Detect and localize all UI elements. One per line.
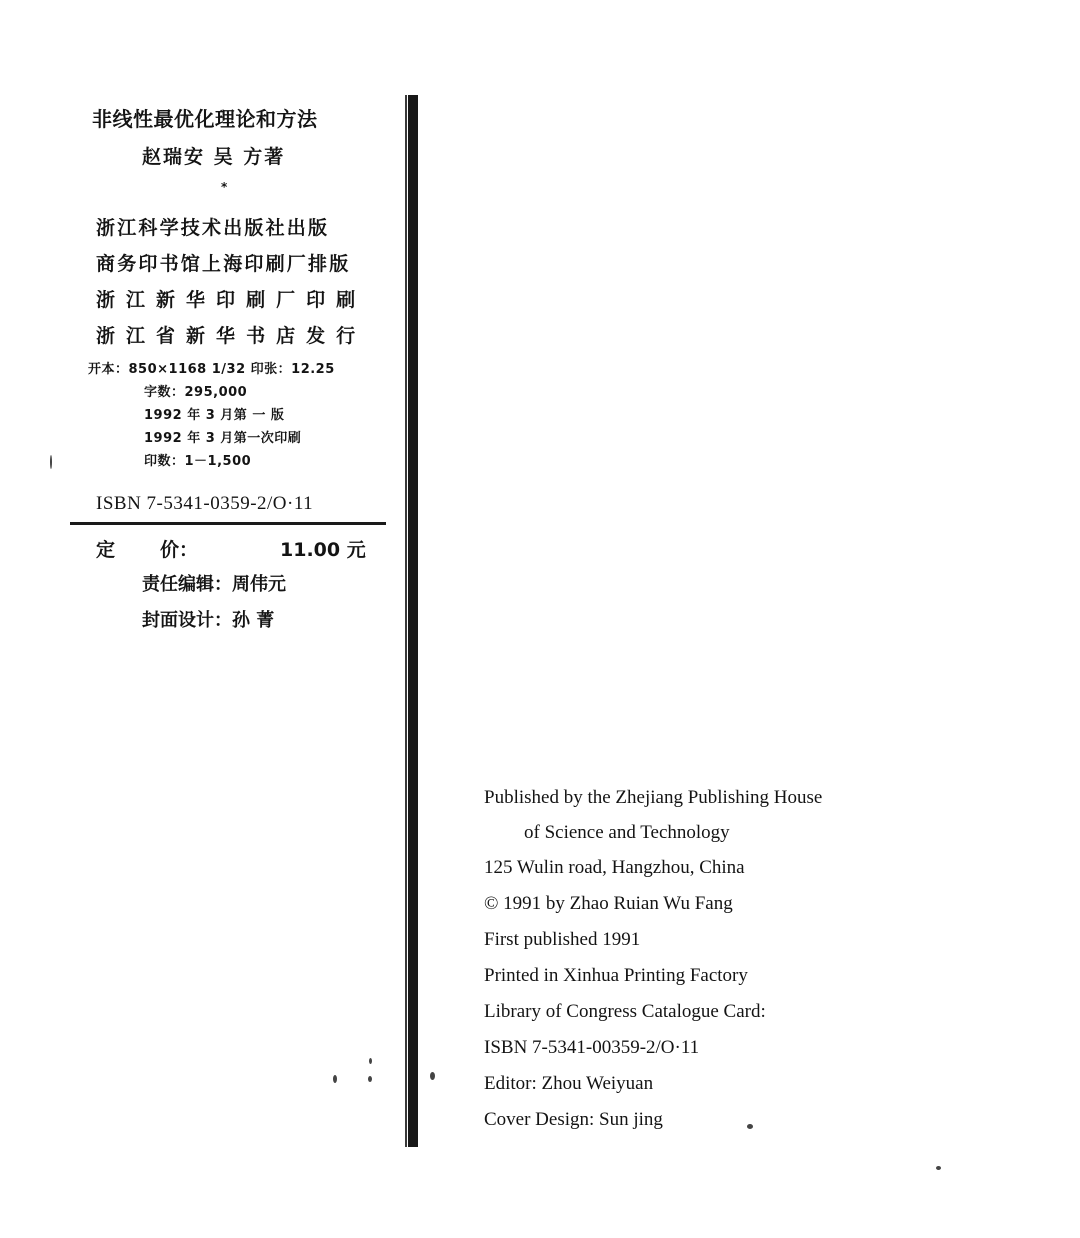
separator-mark: * [221,180,228,194]
isbn-chinese: ISBN 7-5341-0359-2/O·11 [96,493,314,514]
english-cover-design: Cover Design: Sun jing [484,1109,663,1130]
printer-line: 浙 江 新 华 印 刷 厂 印 刷 [96,289,358,311]
distributor-line: 浙 江 省 新 华 书 店 发 行 [96,325,358,347]
cover-designer: 封面设计：孙 菁 [142,610,275,631]
scan-speck [936,1166,941,1170]
english-editor: Editor: Zhou Weiyuan [484,1073,654,1094]
english-printed-in: Printed in Xinhua Printing Factory [484,965,748,986]
scan-speck [368,1076,372,1082]
scan-speck [369,1058,372,1064]
scan-speck [50,455,52,469]
printing-line: 1992 年 3 月第一次印刷 [144,431,302,446]
typesetter-line: 商务印书馆上海印刷厂排版 [96,253,351,275]
price-label-1: 定 [96,539,116,561]
english-first-published: First published 1991 [484,929,641,950]
price-label-2: 价： [160,539,199,561]
horizontal-rule [70,522,386,525]
english-publisher-cont: of Science and Technology [524,822,730,843]
format-line: 开本：850×1168 1/32 印张：12.25 [88,362,335,377]
scan-speck [747,1124,753,1129]
scan-speck [333,1075,337,1083]
edition-line: 1992 年 3 月第 一 版 [144,408,285,423]
scan-speck [430,1072,435,1080]
responsible-editor: 责任编辑：周伟元 [142,574,286,595]
vertical-rule [408,95,418,1147]
price-value: 11.00 元 [280,539,366,561]
print-run: 印数：1－1,500 [144,454,252,469]
english-copyright: © 1991 by Zhao Ruian Wu Fang [484,893,733,914]
vertical-rule-edge [405,95,407,1147]
publisher-line: 浙江科学技术出版社出版 [96,217,330,239]
word-count: 字数：295,000 [144,385,248,400]
english-loc-card: Library of Congress Catalogue Card: [484,1001,766,1022]
book-authors: 赵瑞安 吴 方著 [142,146,286,168]
english-publisher: Published by the Zhejiang Publishing House [484,787,823,808]
english-address: 125 Wulin road, Hangzhou, China [484,857,745,878]
book-title: 非线性最优化理论和方法 [92,107,318,131]
english-isbn: ISBN 7-5341-00359-2/O·11 [484,1037,700,1058]
